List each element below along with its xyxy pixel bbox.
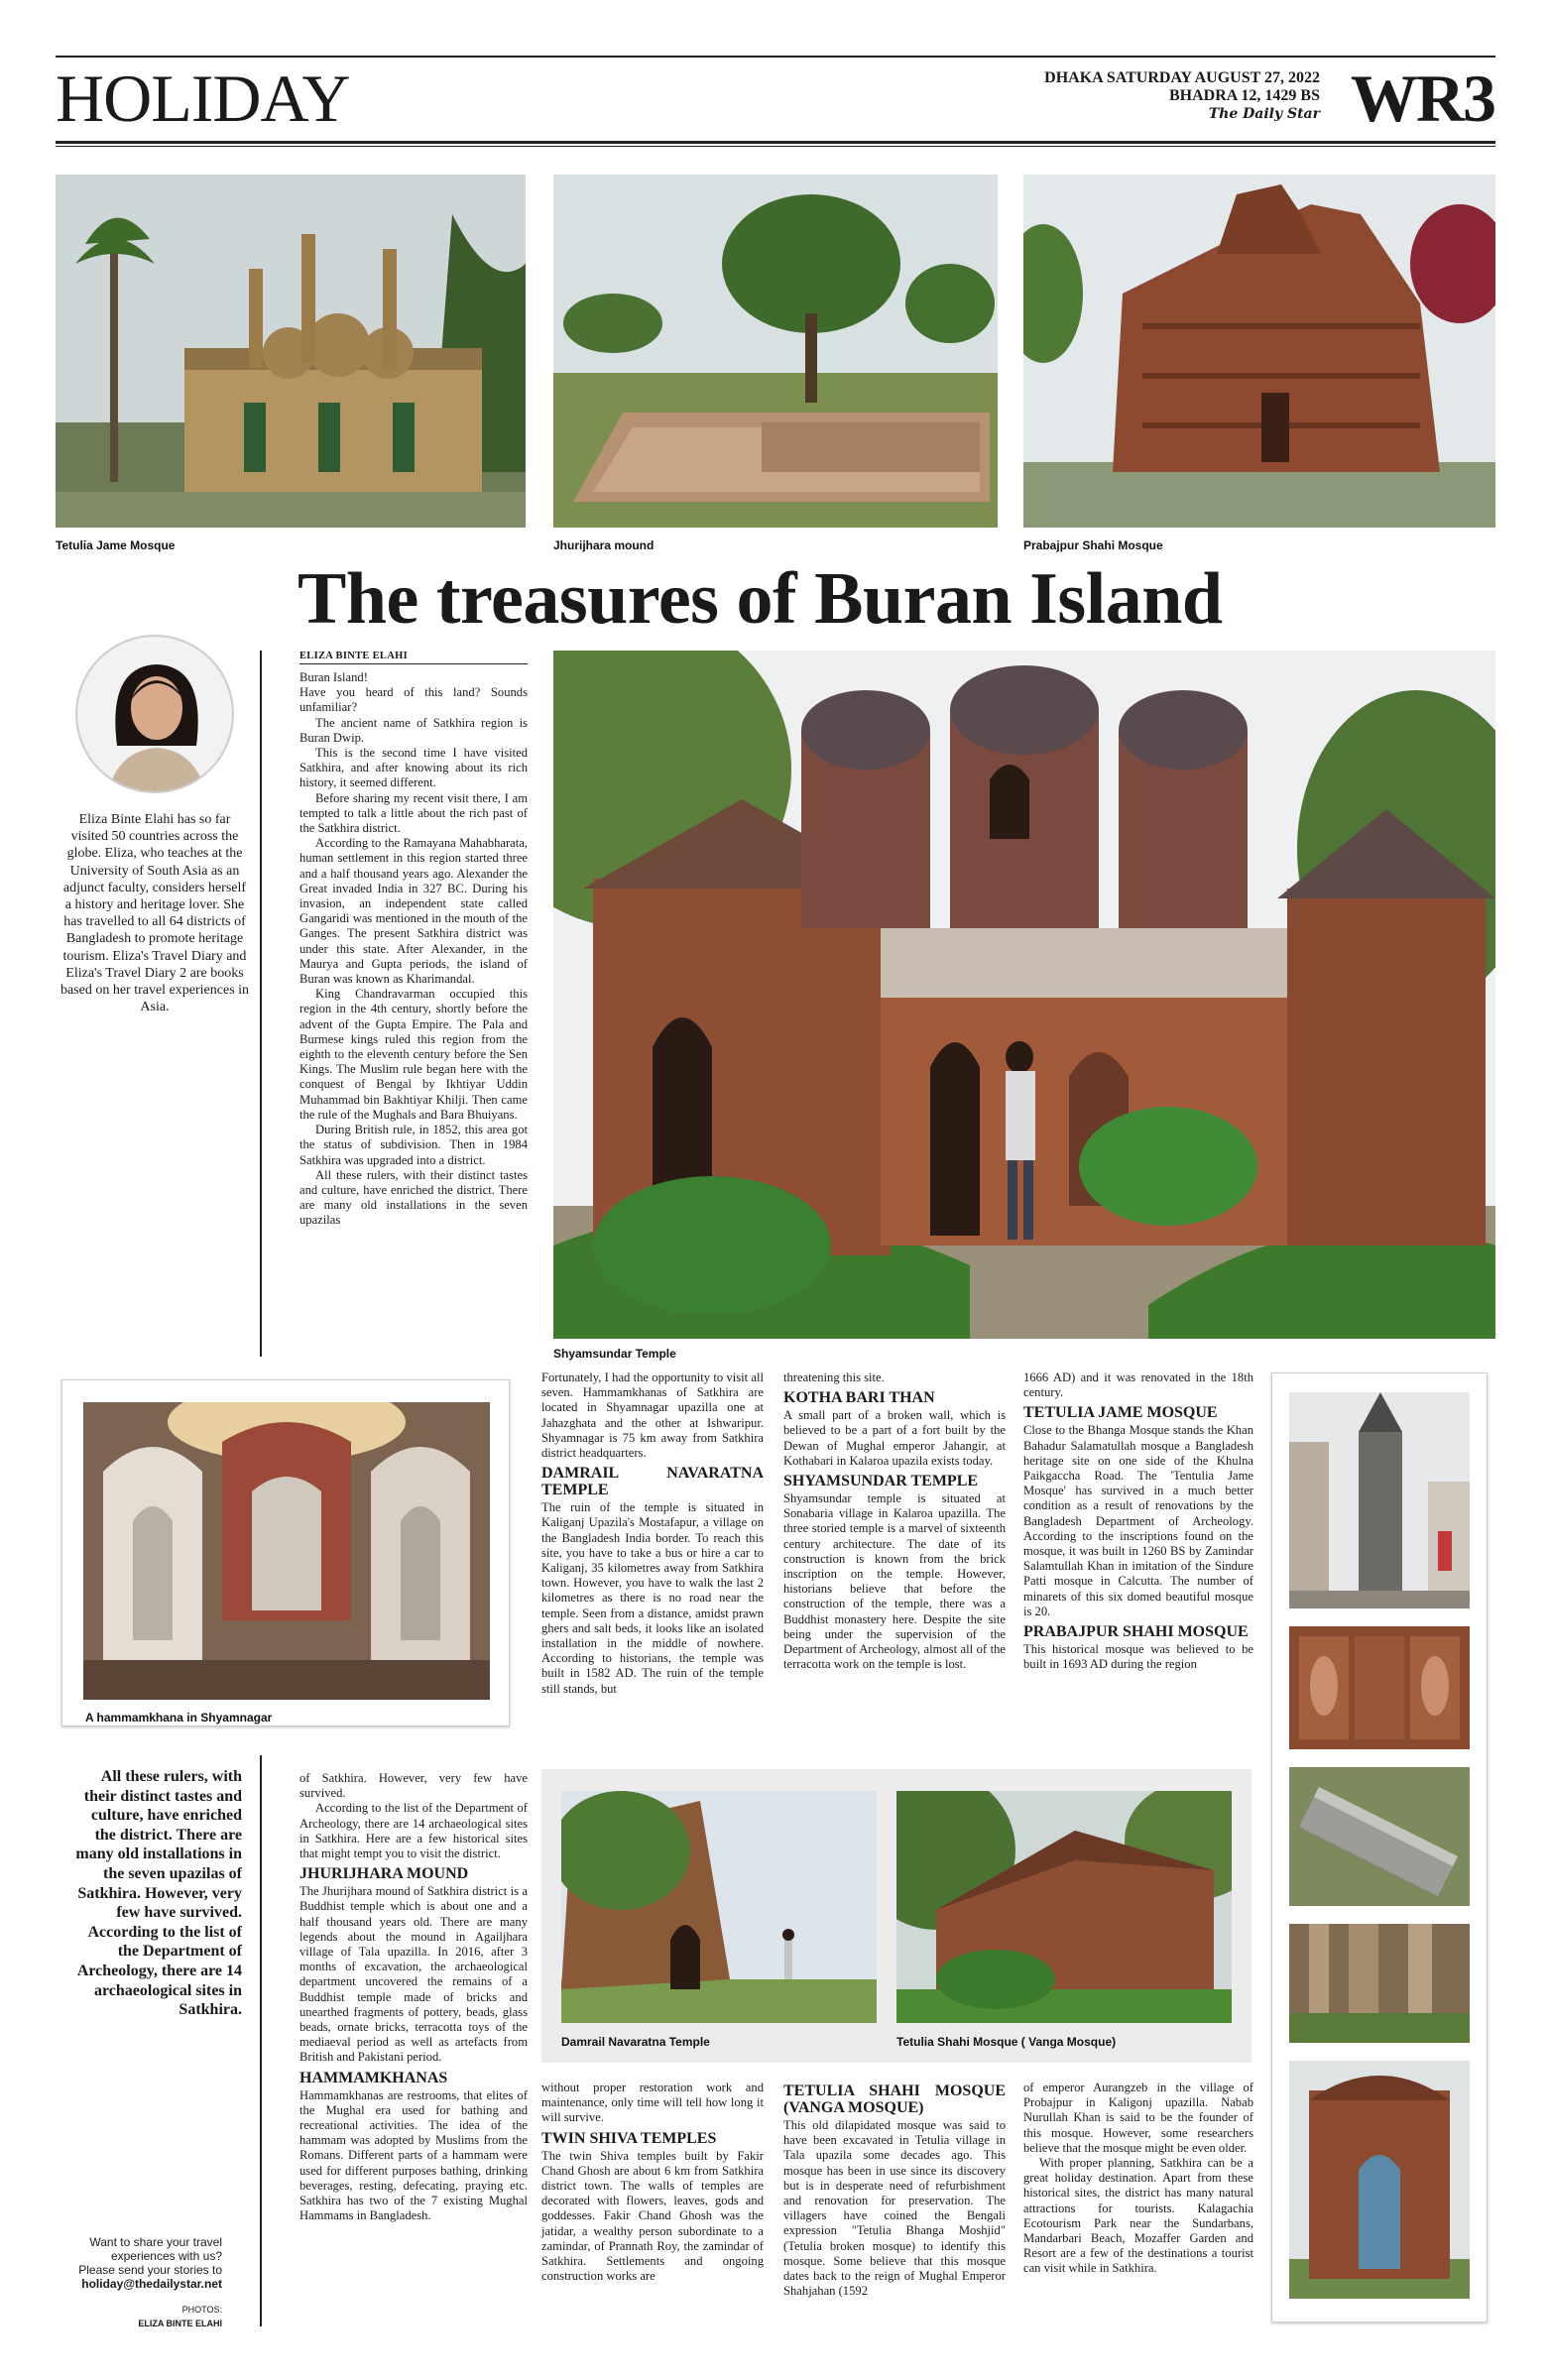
share-line-2: experiences with us? xyxy=(110,2249,222,2263)
date-text: DHAKA SATURDAY AUGUST 27, 2022 xyxy=(1044,69,1320,86)
para: This is the second time I have visited Satkhira, and after knowing about its rich history, it seemed different. xyxy=(299,746,528,790)
caption-damrail: Damrail Navaratna Temple xyxy=(561,2035,710,2049)
heading-tetulia-jame: TETULIA JAME MOSQUE xyxy=(1023,1404,1218,1422)
para: The ruin of the temple is situated in Kaliganj Upazila's Mostafapur, a village on the Bangladesh India border. To reach this site, you have to take a bus or hire a car to Kaliganj, 35 kilometres away from Satkhira town. However, you have to walk the last 2 kilometres as there is no road near the temple. Seen from a distance, amidst prawn ghers and salt beds, it looks like an isolated installation in the middle of nowhere. According to historians, the temple was built in 1582 AD. The ruin of the temple still stands, but xyxy=(541,1500,764,1696)
heading-shyamsundar: SHYAMSUNDAR TEMPLE xyxy=(783,1473,979,1490)
heading-hammamkhanas: HAMMAMKHANAS xyxy=(299,2069,448,2086)
article-column-1 xyxy=(299,670,528,1229)
lower-column-3 xyxy=(783,2082,1006,2299)
para: According to the list of the Department of Archeology, there are 14 archaeological sites in Satkhira. Here are a few historical sites that might tempt you to visit the district. xyxy=(299,1801,528,1861)
heading-tetulia-shahi: TETULIA SHAHI MOSQUE (VANGA MOSQUE) xyxy=(783,2082,1006,2116)
para: of emperor Aurangzeb in the village of Probajpur in Kaligonj upazilla. Nabab Nurullah Khan is said to be the founder of this mosque. However, some researchers believe that the mosque might be even older. xyxy=(1023,2081,1253,2155)
para: The twin Shiva temples built by Fakir Chand Ghosh are about 6 km from Satkhira district town. The walls of temples are decorated with flowers, leaves, gods and goddesses. Fakir Chand Ghosh was the jatidar, a wealthy person subordinate to a zamindar, of Prannath Roy, the zamindar of Satkhira. Settlements and ongoing construction works are xyxy=(541,2148,764,2284)
photo-tetulia-shahi-mosque xyxy=(896,1791,1232,2023)
lower-column-1 xyxy=(299,1771,528,2223)
page-code: WR3 xyxy=(1350,60,1494,136)
photo-prabajpur-mosque xyxy=(1023,175,1495,528)
heading-twin-shiva: TWIN SHIVA TEMPLES xyxy=(541,2129,717,2147)
author-avatar xyxy=(75,635,234,793)
share-line-1: Want to share your travel xyxy=(89,2235,222,2249)
article-column-mid-1 xyxy=(541,1370,764,1697)
para: Fortunately, I had the opportunity to visit all seven. Hammamkhanas of Satkhira are located in Shyamnagar upazilla one at Jahazghata and the other at Ishwaripur. Shyamnagar is 75 km away from Satkhira district headquarters. xyxy=(541,1370,764,1461)
para: The Jhurijhara mound of Satkhira district is a Buddhist temple which is about one and a half thousand years old. There are many legends about the mound in Agailjhara village of Tala upazilla. In 2016, after 3 months of excavation, the archaeological department uncovered the remains of a Buddhist temple made of bricks and unearthed fragments of pottery, beads, glass beads, ornate bricks, terracotta toys of the mediaeval period as well as artefacts from British and Pakistani period. xyxy=(299,1884,528,2065)
section-title: HOLIDAY xyxy=(56,60,350,136)
strip-photo-3 xyxy=(1289,1767,1470,1906)
headline: The treasures of Buran Island xyxy=(298,558,1223,640)
share-email[interactable]: holiday@thedailystar.net xyxy=(81,2277,222,2291)
para: With proper planning, Satkhira can be a great holiday destination. Apart from these historical sites, the district has many natural attractions for tourists. Kalagachia Ecotourism Park near the Sundarbans, Mandarbari Beach, Mozaffer Garden and Resort are a few of the destinations a tourist can visit while in Satkhira. xyxy=(1023,2156,1253,2276)
para: Hammamkhanas are restrooms, that elites of the Mughal era used for bathing and recreational activities. The idea of the hammam was adopted by Muslims from the Romans. Different parts of a hammam were used for different purposes bathing, drinking beverages, resting, defecating, praying etc. Satkhira has two of the 7 existing Mughal Hammams in Bangladesh. xyxy=(299,2087,528,2223)
para: During British rule, in 1852, this area got the status of subdivision. Then in 1984 Satkhira was upgraded into a district. xyxy=(299,1123,528,1167)
heading-prabajpur: PRABAJPUR SHAHI MOSQUE xyxy=(1023,1623,1249,1641)
para: This old dilapidated mosque was said to have been excavated in Tetulia village in Tala upazila some decades ago. This mosque has been in use since its discovery but is in desperate need of refurbishment and renovation for preservation. The villagers have coined the Bengali expression "Tetulia Bhanga Moshjid" (Tetulia broken mosque) to identify this mosque. Some believe that this mosque dates back to the reign of Mughal Emperor Shahjahan (1592 xyxy=(783,2118,1006,2299)
para: threatening this site. xyxy=(783,1370,885,1384)
strip-photo-5 xyxy=(1289,2061,1470,2299)
para: Shyamsundar temple is situated at Sonabaria village in Kalaroa upazilla. The three storied temple is a marvel of sixteenth century architecture. The date of its construction is known from the brick inscription on the temple. However, historians believe that before the construction of the temple, there was a Buddhist monastery here. Despite the site being under the supervision of the Department of Archeology, almost all of the terracotta work on the temple is lost. xyxy=(783,1491,1006,1672)
photo-damrail-temple xyxy=(561,1791,877,2023)
para: A small part of a broken wall, which is believed to be a part of a fort built by the Dewan of Mughal emperor Jahangir, at Kothabari in Kalaroa upazila exists today. xyxy=(783,1408,1006,1468)
photos-label: PHOTOS: xyxy=(181,2305,222,2315)
paper-name: The Daily Star xyxy=(1208,106,1320,122)
article-column-mid-3 xyxy=(1023,1370,1253,1672)
caption-prabajpur: Prabajpur Shahi Mosque xyxy=(1023,538,1163,552)
caption-tetulia-shahi: Tetulia Shahi Mosque ( Vanga Mosque) xyxy=(896,2035,1117,2049)
strip-photo-2 xyxy=(1289,1626,1470,1749)
caption-hammamkhana: A hammamkhana in Shyamnagar xyxy=(85,1711,273,1725)
para: Before sharing my recent visit there, I am tempted to talk a little about the rich past of the Satkhira district. xyxy=(299,790,528,836)
para: King Chandravarman occupied this region in the 4th century, shortly before the advent of the Gupta Empire. The Pala and Burmese kings ruled this region from the eighth to the eleventh century before the Sen Kings. The Muslim rule began here with the conquest of Bengal by Ikhtiyar Uddin Muhammad bin Bakhtiyar Khilji. Then came the rule of the Mughals and Bara Bhuiyans. xyxy=(299,987,528,1122)
author-bio: Eliza Binte Elahi has so far visited 50 countries across the globe. Eliza, who teaches at the University of South Asia as an adjunct faculty, considers herself a history and heritage lover. She has travelled to all 64 districts of Bangladesh to promote heritage tourism. Eliza's Travel Diary and Eliza's Travel Diary 2 are books based on her travel experiences in Asia. xyxy=(60,812,250,1015)
bengali-date: BHADRA 12, 1429 BS xyxy=(1168,87,1320,104)
para: According to the Ramayana Mahabharata, human settlement in this region started three and a half thousand years ago. Alexander the Great invaded India in 327 BC. During his invasion, an independent state called Gangaridi was mentioned in the mouth of the Ganges. The present Satkhira district was under this state. After Alexander, in the Maurya and Gupta periods, the island of Buran was known as Kharimandal. xyxy=(299,836,528,987)
pull-quote: All these rulers, with their distinct tastes and culture, have enriched the district. There are many old installations in the seven upazilas of Satkhira. However, very few have survived. According to the list of the Department of Archeology, there are 14 archaeological sites in Satkhira. xyxy=(75,1768,242,2019)
share-note xyxy=(60,2235,222,2330)
para: Buran Island! xyxy=(299,670,368,684)
dateline xyxy=(1044,69,1320,123)
caption-jhurijhara: Jhurijhara mound xyxy=(553,538,655,552)
photo-tetulia-jame-mosque xyxy=(56,175,526,528)
heading-damrail: DAMRAIL NAVARATNA TEMPLE xyxy=(541,1465,764,1499)
heading-jhurijhara: JHURIJHARA MOUND xyxy=(299,1865,469,1883)
photo-hammamkhana xyxy=(83,1402,490,1700)
share-line-3: Please send your stories to xyxy=(78,2263,222,2277)
article-column-mid-2 xyxy=(783,1370,1006,1672)
para: All these rulers, with their distinct tastes and culture, have enriched the district. There are many old installations in the seven upazilas xyxy=(299,1167,528,1228)
para: Have you heard of this land? Sounds unfamiliar? xyxy=(299,685,528,715)
heading-kotha-bari-than: KOTHA BARI THAN xyxy=(783,1389,935,1407)
photos-credit: ELIZA BINTE ELAHI xyxy=(138,2319,222,2328)
para: The ancient name of Satkhira region is Buran Dwip. xyxy=(299,715,528,745)
para: Close to the Bhanga Mosque stands the Khan Bahadur Salamatullah mosque a Bangladesh heritage site on one side of the Khulna Paikgaccha Road. The 'Tentulia Jame Mosque' has survived in a much better condition as a result of renovations by the Bangladesh Department of Archeology. According to the inscriptions found on the mosque, it was built in 1260 BS by Zamindar Salamtullah Khan in imitation of the Sindure Patti mosque in Calcutta. The number of minarets of this six domed beautiful mosque is 20. xyxy=(1023,1423,1253,1618)
lower-column-2 xyxy=(541,2081,764,2284)
para: This historical mosque was believed to be built in 1693 AD during the region xyxy=(1023,1642,1253,1672)
caption-shyamsundar: Shyamsundar Temple xyxy=(553,1347,676,1361)
caption-tetulia-jame: Tetulia Jame Mosque xyxy=(56,538,176,552)
byline: ELIZA BINTE ELAHI xyxy=(299,651,408,661)
para: 1666 AD) and it was renovated in the 18th century. xyxy=(1023,1370,1253,1400)
strip-photo-1 xyxy=(1289,1392,1470,1608)
hero-photo-shyamsundar-temple xyxy=(553,651,1495,1339)
photo-jhurijhara-mound xyxy=(553,175,998,528)
strip-photo-4 xyxy=(1289,1924,1470,2043)
para: without proper restoration work and maintenance, only time will tell how long it will survive. xyxy=(541,2081,764,2125)
lower-column-4 xyxy=(1023,2081,1253,2277)
para: of Satkhira. However, very few have survived. xyxy=(299,1771,528,1801)
